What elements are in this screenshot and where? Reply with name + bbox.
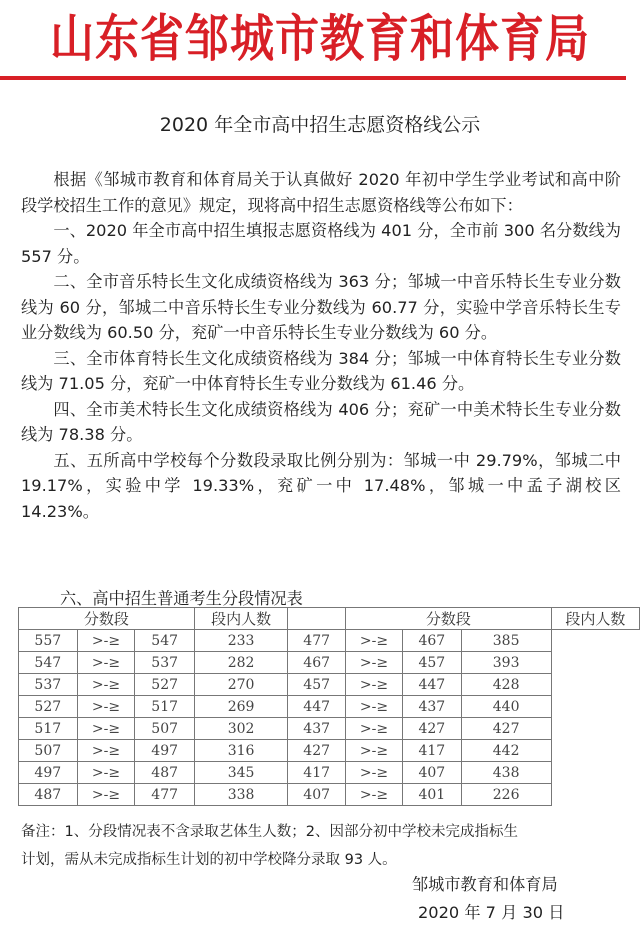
count-right: 226 xyxy=(461,784,551,806)
table-row xyxy=(19,762,640,784)
score-upper-right: 437 xyxy=(288,718,346,740)
signature-date: 2020 年 7 月 30 日 xyxy=(418,903,565,922)
signature-organization: 邹城市教育和体育局 xyxy=(412,875,558,894)
count-right: 427 xyxy=(461,718,551,740)
header-count-left: 段内人数 xyxy=(194,608,287,630)
item-paragraph-3: 三、全市体育特长生文化成绩资格线为 384 分；邹城一中体育特长生专业分数线为 71.05 分，兖矿一中体育特长生专业分数线为 61.46 分。 xyxy=(21,348,621,393)
count-right: 438 xyxy=(461,762,551,784)
score-lower-left: 527 xyxy=(135,674,194,696)
table-row xyxy=(19,696,640,718)
score-upper-left: 507 xyxy=(19,740,78,762)
score-upper-left: 547 xyxy=(19,652,78,674)
score-upper-left: 557 xyxy=(19,630,78,652)
count-right: 440 xyxy=(461,696,551,718)
notes xyxy=(21,818,621,874)
score-lower-left: 517 xyxy=(135,696,194,718)
score-lower-right: 437 xyxy=(403,696,462,718)
range-operator-right: >-≥ xyxy=(346,762,403,784)
score-upper-left: 487 xyxy=(19,784,78,806)
masthead-title: 山东省邹城市教育和体育局 xyxy=(50,10,590,69)
count-left: 345 xyxy=(194,762,287,784)
item-paragraph-1: 一、2020 年全市高中招生填报志愿资格线为 401 分，全市前 300 名分数线为 557 分。 xyxy=(21,221,621,266)
range-operator-right: >-≥ xyxy=(346,718,403,740)
score-upper-left: 527 xyxy=(19,696,78,718)
score-upper-left: 497 xyxy=(19,762,78,784)
count-left: 233 xyxy=(194,630,287,652)
note-line-2: 计划，需从未完成指标生计划的初中学校降分录取 93 人。 xyxy=(21,852,397,868)
count-right: 442 xyxy=(461,740,551,762)
table-row xyxy=(19,718,640,740)
score-lower-right: 417 xyxy=(403,740,462,762)
range-operator-right: >-≥ xyxy=(346,784,403,806)
table-header-row xyxy=(19,608,640,630)
score-distribution-table xyxy=(18,607,640,806)
score-lower-right: 407 xyxy=(403,762,462,784)
count-right: 428 xyxy=(461,674,551,696)
intro-paragraph: 根据《邹城市教育和体育局关于认真做好 2020 年初中学生学业考试和高中阶段学校招生工作的意见》规定，现将高中招生志愿资格线等公布如下： xyxy=(21,170,621,215)
score-upper-right: 417 xyxy=(288,762,346,784)
score-lower-right: 457 xyxy=(403,652,462,674)
score-upper-left: 537 xyxy=(19,674,78,696)
document-body xyxy=(21,167,621,524)
score-lower-left: 547 xyxy=(135,630,194,652)
range-operator-left: >-≥ xyxy=(77,718,135,740)
header-score-range-left: 分数段 xyxy=(19,608,195,630)
score-lower-left: 477 xyxy=(135,784,194,806)
score-lower-right: 427 xyxy=(403,718,462,740)
item-paragraph-5: 五、五所高中学校每个分数段录取比例分别为：邹城一中 29.79%，邹城二中 19.17%，实验中学 19.33%，兖矿一中 17.48%，邹城一中孟子湖校区 14.23%。 xyxy=(21,450,621,521)
range-operator-left: >-≥ xyxy=(77,762,135,784)
table-row xyxy=(19,630,640,652)
score-upper-left: 517 xyxy=(19,718,78,740)
masthead-divider xyxy=(0,76,626,80)
table-caption: 六、高中招生普通考生分段情况表 xyxy=(60,589,303,608)
range-operator-left: >-≥ xyxy=(77,674,135,696)
table-row xyxy=(19,784,640,806)
table-gap-column xyxy=(288,608,346,630)
score-lower-right: 401 xyxy=(403,784,462,806)
score-upper-right: 407 xyxy=(288,784,346,806)
count-left: 269 xyxy=(194,696,287,718)
item-paragraph-4: 四、全市美术特长生文化成绩资格线为 406 分；兖矿一中美术特长生专业分数线为 78.38 分。 xyxy=(21,399,621,444)
table-row xyxy=(19,652,640,674)
range-operator-right: >-≥ xyxy=(346,630,403,652)
count-left: 282 xyxy=(194,652,287,674)
range-operator-left: >-≥ xyxy=(77,784,135,806)
score-lower-left: 537 xyxy=(135,652,194,674)
range-operator-left: >-≥ xyxy=(77,652,135,674)
note-line-1: 备注：1、分段情况表不含录取艺体生人数；2、因部分初中学校未完成指标生 xyxy=(21,824,518,840)
table-row xyxy=(19,740,640,762)
table-row xyxy=(19,674,640,696)
count-right: 385 xyxy=(461,630,551,652)
header-count-right: 段内人数 xyxy=(551,608,639,630)
score-upper-right: 447 xyxy=(288,696,346,718)
count-right: 393 xyxy=(461,652,551,674)
count-left: 338 xyxy=(194,784,287,806)
score-lower-left: 507 xyxy=(135,718,194,740)
range-operator-right: >-≥ xyxy=(346,740,403,762)
score-upper-right: 427 xyxy=(288,740,346,762)
count-left: 316 xyxy=(194,740,287,762)
range-operator-right: >-≥ xyxy=(346,674,403,696)
range-operator-left: >-≥ xyxy=(77,740,135,762)
header-score-range-right: 分数段 xyxy=(346,608,552,630)
count-left: 270 xyxy=(194,674,287,696)
score-upper-right: 457 xyxy=(288,674,346,696)
count-left: 302 xyxy=(194,718,287,740)
document-title: 2020 年全市高中招生志愿资格线公示 xyxy=(159,114,481,136)
range-operator-right: >-≥ xyxy=(346,696,403,718)
score-lower-left: 497 xyxy=(135,740,194,762)
item-paragraph-2: 二、全市音乐特长生文化成绩资格线为 363 分；邹城一中音乐特长生专业分数线为 60 分，邹城二中音乐特长生专业分数线为 60.77 分，实验中学音乐特长生专业分数线为 60.50 分，兖矿一中音乐特长生专业分数线为 60 分。 xyxy=(21,272,621,342)
range-operator-left: >-≥ xyxy=(77,630,135,652)
range-operator-right: >-≥ xyxy=(346,652,403,674)
score-lower-right: 447 xyxy=(403,674,462,696)
score-upper-right: 467 xyxy=(288,652,346,674)
score-lower-left: 487 xyxy=(135,762,194,784)
score-lower-right: 467 xyxy=(403,630,462,652)
score-upper-right: 477 xyxy=(288,630,346,652)
range-operator-left: >-≥ xyxy=(77,696,135,718)
